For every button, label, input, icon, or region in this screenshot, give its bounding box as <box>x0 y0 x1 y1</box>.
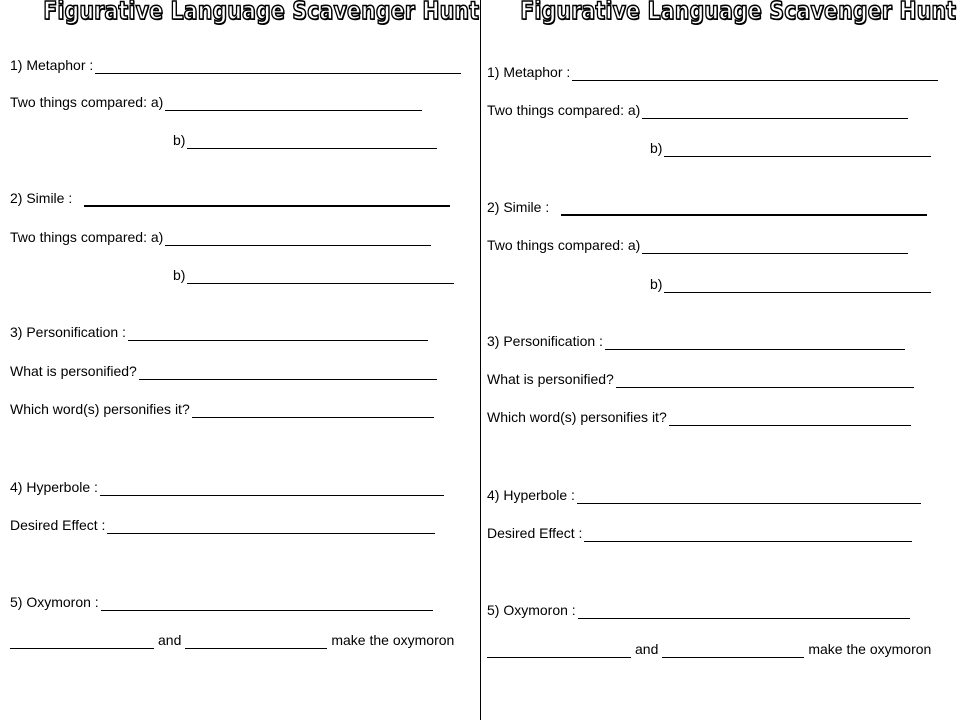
simile-compared-row <box>10 228 431 246</box>
personification-blank[interactable] <box>128 326 428 341</box>
desired-effect-blank[interactable] <box>584 527 912 542</box>
oxymoron-and-text: and <box>158 632 182 648</box>
oxymoron-blank[interactable] <box>101 596 433 611</box>
metaphor-b-blank[interactable] <box>664 142 931 157</box>
personification-row <box>487 332 905 350</box>
oxymoron-label: 5) Oxymoron : <box>10 594 99 610</box>
simile-b-row <box>650 275 931 293</box>
oxymoron-row <box>487 601 910 619</box>
personified-what-blank[interactable] <box>616 373 914 388</box>
simile-b-row <box>173 266 454 284</box>
desired-effect-label: Desired Effect : <box>487 525 583 541</box>
desired-effect-label: Desired Effect : <box>10 517 106 533</box>
oxymoron-and-text: and <box>635 641 659 657</box>
worksheet-right <box>477 0 957 720</box>
personified-what-row <box>487 370 914 388</box>
simile-a-blank[interactable] <box>642 239 908 254</box>
personifies-which-label: Which word(s) personifies it? <box>487 409 667 425</box>
oxymoron-make-text: make the oxymoron <box>331 632 455 648</box>
simile-row <box>10 189 450 207</box>
personification-label: 3) Personification : <box>10 324 126 340</box>
desired-effect-row <box>487 524 912 542</box>
personification-blank[interactable] <box>605 335 905 350</box>
simile-row <box>487 198 927 216</box>
oxymoron-word2-blank[interactable] <box>662 643 804 658</box>
personifies-which-row <box>487 408 911 426</box>
hyperbole-row <box>10 478 444 496</box>
hyperbole-blank[interactable] <box>577 489 921 504</box>
metaphor-b-blank[interactable] <box>187 134 437 149</box>
metaphor-a-blank[interactable] <box>642 104 908 119</box>
personified-what-label: What is personified? <box>487 371 614 387</box>
oxymoron-label: 5) Oxymoron : <box>487 602 576 618</box>
simile-label: 2) Simile : <box>10 190 73 206</box>
metaphor-a-blank[interactable] <box>165 96 422 111</box>
personifies-which-blank[interactable] <box>669 411 911 426</box>
oxymoron-words-row <box>10 631 458 649</box>
hyperbole-label: 4) Hyperbole : <box>487 487 575 503</box>
desired-effect-row <box>10 516 435 534</box>
simile-blank[interactable] <box>561 200 927 216</box>
oxymoron-row <box>10 593 433 611</box>
oxymoron-word1-blank[interactable] <box>487 643 631 658</box>
simile-compared-row <box>487 236 908 254</box>
simile-label: 2) Simile : <box>487 199 550 215</box>
metaphor-compared-label: Two things compared: a) <box>487 102 641 118</box>
personified-what-row <box>10 362 437 380</box>
desired-effect-blank[interactable] <box>107 519 435 534</box>
simile-b-label: b) <box>173 267 186 283</box>
metaphor-b-row <box>650 139 931 157</box>
metaphor-blank[interactable] <box>95 59 461 74</box>
metaphor-b-row <box>173 131 437 149</box>
personifies-which-blank[interactable] <box>192 403 434 418</box>
personified-what-blank[interactable] <box>139 365 437 380</box>
oxymoron-make-text: make the oxymoron <box>808 641 932 657</box>
worksheet-title: Figurative Language Scavenger Hunt <box>520 0 957 25</box>
oxymoron-word1-blank[interactable] <box>10 634 154 649</box>
personified-what-label: What is personified? <box>10 363 137 379</box>
personifies-which-row <box>10 400 434 418</box>
oxymoron-word2-blank[interactable] <box>185 634 327 649</box>
personification-row <box>10 323 428 341</box>
personification-label: 3) Personification : <box>487 333 603 349</box>
hyperbole-blank[interactable] <box>100 481 444 496</box>
metaphor-blank[interactable] <box>572 66 938 81</box>
simile-compared-label: Two things compared: a) <box>10 229 164 245</box>
metaphor-row <box>10 56 461 74</box>
metaphor-compared-row <box>487 101 908 119</box>
metaphor-compared-label: Two things compared: a) <box>10 94 164 110</box>
metaphor-b-label: b) <box>650 140 663 156</box>
metaphor-row <box>487 63 938 81</box>
personifies-which-label: Which word(s) personifies it? <box>10 401 190 417</box>
simile-b-label: b) <box>650 276 663 292</box>
oxymoron-blank[interactable] <box>578 604 910 619</box>
metaphor-label: 1) Metaphor : <box>10 57 94 73</box>
simile-b-blank[interactable] <box>664 278 931 293</box>
simile-blank[interactable] <box>84 191 450 207</box>
oxymoron-words-row <box>487 640 935 658</box>
hyperbole-row <box>487 486 921 504</box>
worksheet-title: Figurative Language Scavenger Hunt <box>43 0 480 25</box>
metaphor-label: 1) Metaphor : <box>487 64 571 80</box>
simile-b-blank[interactable] <box>187 269 454 284</box>
metaphor-compared-row <box>10 93 422 111</box>
simile-compared-label: Two things compared: a) <box>487 237 641 253</box>
metaphor-b-label: b) <box>173 132 186 148</box>
simile-a-blank[interactable] <box>165 231 431 246</box>
hyperbole-label: 4) Hyperbole : <box>10 479 98 495</box>
